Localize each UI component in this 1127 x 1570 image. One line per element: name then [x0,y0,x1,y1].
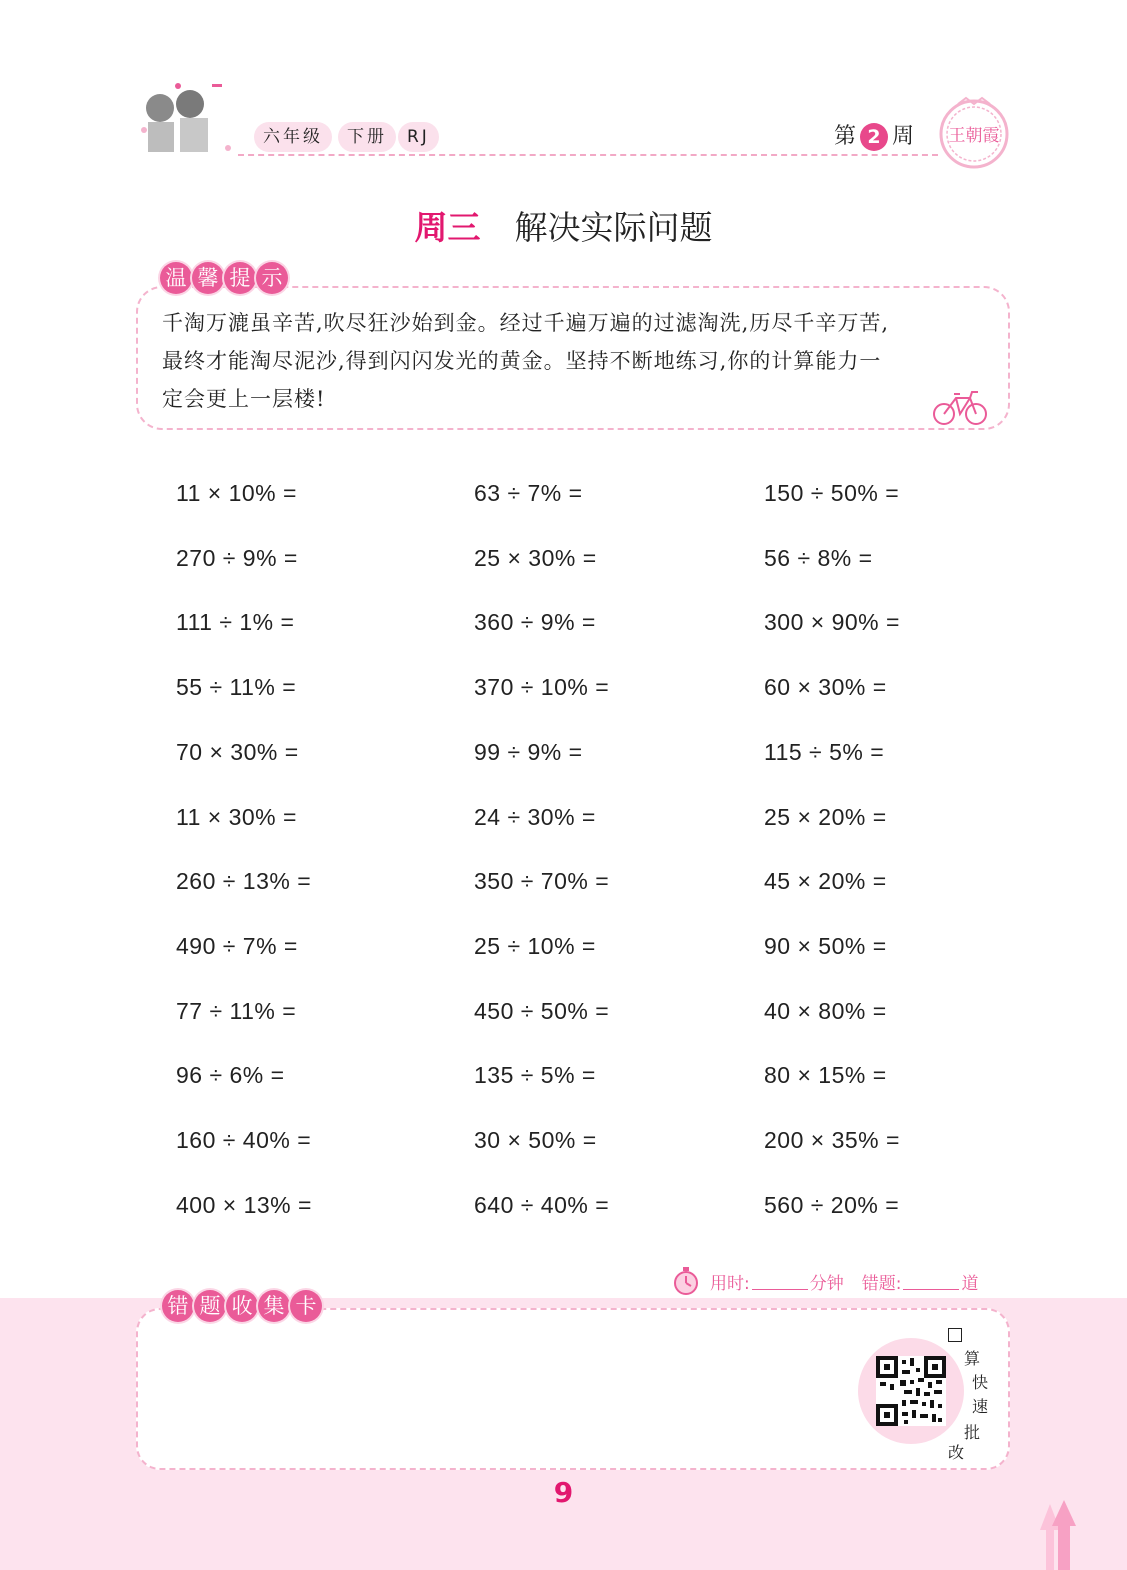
error-badge-char: 收 [226,1290,258,1322]
time-label: 用时: [710,1273,750,1294]
week-suffix: 周 [892,124,915,149]
arithmetic-problem: 11 × 10% = [176,480,297,506]
up-arrow-decoration [1040,1500,1076,1570]
arithmetic-problem: 25 ÷ 10% = [474,933,596,959]
title-topic: 解决实际问题 [514,208,713,247]
arithmetic-problem: 11 × 30% = [176,804,297,830]
page-number: 9 [553,1476,574,1509]
arithmetic-problem: 56 ÷ 8% = [764,545,873,571]
arithmetic-problem: 30 × 50% = [474,1127,597,1153]
tip-badge-char: 示 [256,262,288,294]
arithmetic-problem: 350 ÷ 70% = [474,868,610,894]
timer-row [672,1266,978,1296]
arithmetic-problem: 490 ÷ 7% = [176,933,298,959]
arithmetic-problem: 70 × 30% = [176,739,299,765]
arithmetic-problem: 99 ÷ 9% = [474,739,583,765]
arithmetic-problem: 77 ÷ 11% = [176,998,297,1024]
arithmetic-problem: 560 ÷ 20% = [764,1192,900,1218]
arithmetic-problem: 45 × 20% = [764,868,887,894]
tip-badge [160,262,288,294]
time-unit: 分钟 [809,1273,844,1294]
error-badge-char: 卡 [290,1290,322,1322]
tip-line: 定会更上一层楼! [162,387,326,411]
qr-char: 快 [972,1373,989,1392]
tip-text [162,304,994,418]
arithmetic-problem: 160 ÷ 40% = [176,1127,312,1153]
errors-label: 错题: [861,1273,902,1294]
arithmetic-problem: 90 × 50% = [764,933,887,959]
arithmetic-problem: 200 × 35% = [764,1127,900,1153]
seal-text: 王朝霞 [948,126,1000,146]
tip-line: 千淘万漉虽辛苦,吹尽狂沙始到金。经过千遍万遍的过滤淘洗,历尽千辛万苦, [162,311,890,335]
week-prefix: 第 [834,124,857,149]
qr-code-icon[interactable] [876,1356,946,1426]
arithmetic-problem: 111 ÷ 1% = [176,609,295,635]
arithmetic-problem: 60 × 30% = [764,674,887,700]
error-badge-char: 题 [194,1290,226,1322]
arithmetic-problem: 24 ÷ 30% = [474,804,596,830]
week-number: 2 [860,123,888,151]
cartoon-kids-illustration [138,78,238,160]
arithmetic-problem: 300 × 90% = [764,609,900,635]
errors-unit: 道 [961,1273,979,1294]
bicycle-icon [930,386,990,426]
arithmetic-problem: 96 ÷ 6% = [176,1062,285,1088]
page-title [0,202,1127,249]
qr-char: 算 [964,1349,981,1368]
errors-blank[interactable] [903,1273,959,1290]
arithmetic-problem: 260 ÷ 13% = [176,868,312,894]
volume-label: 下册 [338,122,396,152]
error-badge-char: 错 [162,1290,194,1322]
tip-line: 最终才能淘尽泥沙,得到闪闪发光的黄金。坚持不断地练习,你的计算能力一 [162,349,882,373]
edition-label: RJ [398,122,439,152]
arithmetic-problem: 80 × 15% = [764,1062,887,1088]
arithmetic-problem: 360 ÷ 9% = [474,609,596,635]
arithmetic-problem: 450 ÷ 50% = [474,998,610,1024]
tip-badge-char: 提 [224,262,256,294]
week-indicator [834,118,914,156]
arithmetic-problem: 25 × 20% = [764,804,887,830]
arithmetic-problem: 40 × 80% = [764,998,887,1024]
arithmetic-problem: 55 ÷ 11% = [176,674,297,700]
qr-char: 批 [964,1423,981,1442]
error-badge-char: 集 [258,1290,290,1322]
grade-label: 六年级 [254,122,332,152]
arithmetic-problem: 400 × 13% = [176,1192,312,1218]
title-day: 周三 [414,208,481,247]
arithmetic-problem: 150 ÷ 50% = [764,480,900,506]
arithmetic-problem: 115 ÷ 5% = [764,739,885,765]
arithmetic-problem: 370 ÷ 10% = [474,674,610,700]
stopwatch-icon [672,1266,700,1296]
arithmetic-problem: 63 ÷ 7% = [474,480,583,506]
brand-seal-logo [936,94,1012,170]
tip-badge-char: 温 [160,262,192,294]
error-card-badge [162,1290,322,1322]
arithmetic-problem: 270 ÷ 9% = [176,545,298,571]
arithmetic-problem: 25 × 30% = [474,545,597,571]
qr-caption [946,1328,990,1462]
arithmetic-problem: 135 ÷ 5% = [474,1062,596,1088]
arithmetic-problem: 640 ÷ 40% = [474,1192,610,1218]
qr-char: 速 [972,1397,989,1416]
header-divider [238,154,938,156]
time-blank[interactable] [752,1273,808,1290]
qr-char: 改 [948,1443,965,1462]
tip-badge-char: 馨 [192,262,224,294]
